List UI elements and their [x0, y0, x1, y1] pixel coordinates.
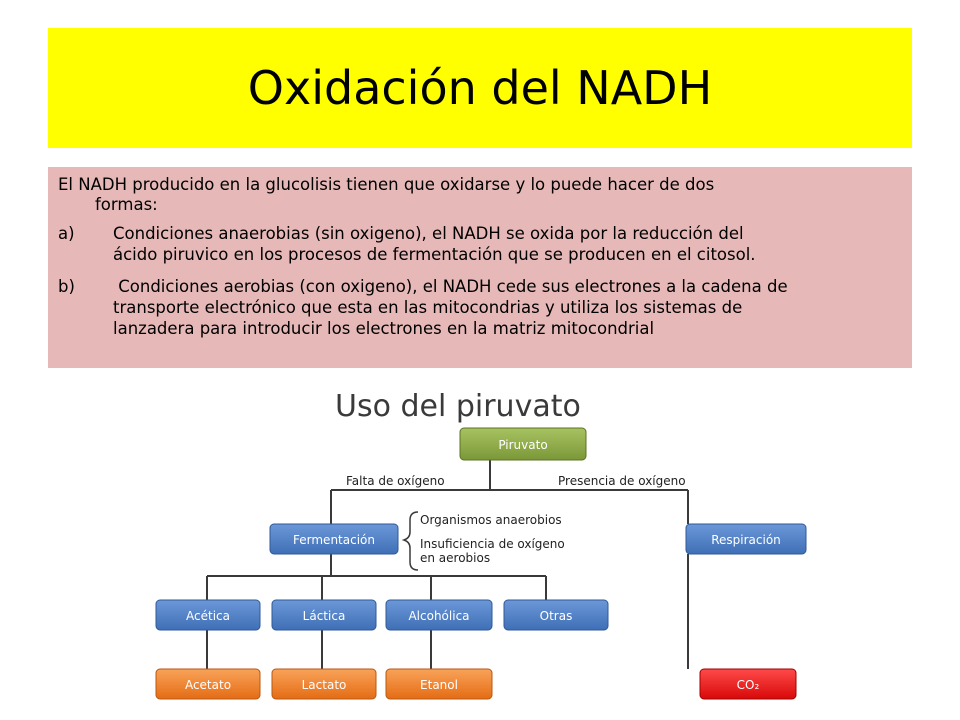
- item-a-marker: a): [58, 224, 75, 243]
- type-label-acetica: Acética: [186, 609, 230, 623]
- brace-icon: [404, 512, 418, 570]
- co2-label: CO₂: [736, 678, 760, 692]
- type-label-lactica: Láctica: [302, 609, 346, 623]
- item-a-line-1: Condiciones anaerobias (sin oxigeno), el NADH se oxida por la reducción del: [113, 224, 744, 243]
- note-line-1: Organismos anaerobios: [420, 513, 562, 527]
- product-label-lactato: Lactato: [301, 678, 347, 692]
- product-label-acetato: Acetato: [184, 678, 232, 692]
- type-label-alcoholica: Alcohólica: [408, 609, 470, 623]
- item-b-line-2: transporte electrónico que esta en las mitocondrias y utiliza los sistemas de: [113, 298, 743, 317]
- intro-line-2: formas:: [95, 195, 158, 214]
- intro-line-1: El NADH producido en la glucolisis tienen que oxidarse y lo puede hacer de dos: [58, 175, 715, 194]
- pyruvate-diagram-svg: [150, 378, 810, 708]
- diagram-title: Uso del piruvato: [335, 389, 581, 424]
- slide-title: Oxidación del NADH: [247, 61, 713, 115]
- type-label-otras: Otras: [539, 609, 573, 623]
- note-line-2: Insuficiencia de oxígeno: [420, 537, 565, 551]
- respiration-label: Respiración: [711, 533, 781, 547]
- fermentation-label: Fermentación: [293, 533, 375, 547]
- right-branch-label: Presencia de oxígeno: [558, 474, 686, 488]
- root-label: Piruvato: [498, 438, 548, 452]
- note-line-3: en aerobios: [420, 551, 491, 565]
- item-a-line-2: ácido piruvico en los procesos de fermentación que se producen en el citosol.: [113, 245, 756, 264]
- left-branch-label: Falta de oxígeno: [346, 474, 445, 488]
- product-label-etanol: Etanol: [420, 678, 458, 692]
- pyruvate-diagram: [150, 378, 810, 708]
- item-b-marker: b): [58, 277, 75, 296]
- title-band: [48, 28, 912, 148]
- item-b-line-1: Condiciones aerobias (con oxigeno), el NADH cede sus electrones a la cadena de: [113, 277, 788, 296]
- text-band: [48, 167, 912, 368]
- item-b-line-3: lanzadera para introducir los electrones en la matriz mitocondrial: [113, 319, 655, 338]
